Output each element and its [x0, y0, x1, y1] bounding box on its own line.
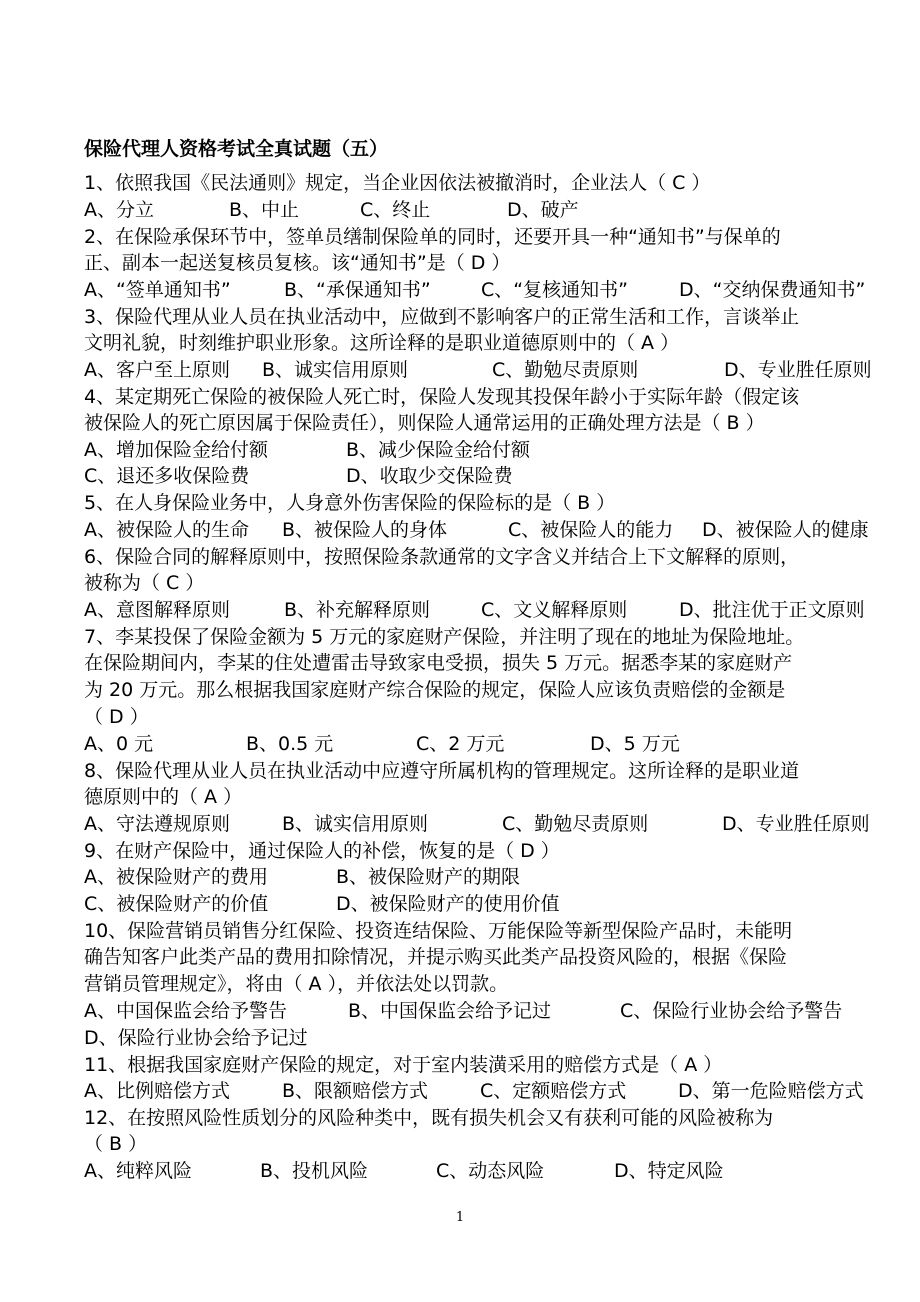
question-10-text: 10、保险营销员销售分红保险、投资连结保险、万能保险等新型保险产品时，未能明: [84, 920, 793, 942]
option: B、投机风险: [260, 1160, 369, 1182]
option: D、收取少交保险费: [346, 465, 513, 487]
option: A、分立: [84, 199, 154, 221]
question-6-text: 6、保险合同的解释原则中，按照保险条款通常的文字含义并结合上下文解释的原则，: [84, 546, 800, 568]
option: D、被保险财产的使用价值: [336, 893, 560, 915]
question-10-text-cont1: 确告知客户此类产品的费用扣除情况，并提示购买此类产品投资风险的，根据《保险: [84, 946, 788, 968]
question-4-text: 4、某定期死亡保险的被保险人死亡时，保险人发现其投保年龄小于实际年龄（假定该: [84, 386, 800, 408]
option: A、增加保险金给付额: [84, 439, 268, 461]
question-10-text-cont2: 营销员管理规定》，将由（ A ），并依法处以罚款。: [84, 973, 509, 995]
option: D、专业胜任原则: [724, 359, 872, 381]
option: D、保险行业协会给予记过: [84, 1027, 308, 1049]
question-7-text-cont1: 在保险期间内，李某的住处遭雷击导致家电受损，损失 5 万元。据悉李某的家庭财产: [84, 652, 793, 674]
option: B、诚实信用原则: [282, 813, 429, 835]
page-number: 1: [455, 1210, 465, 1225]
option: D、5 万元: [590, 733, 680, 755]
question-5-text: 5、在人身保险业务中，人身意外伤害保险的保险标的是（ B ）: [84, 492, 616, 514]
question-1-text: 1、依照我国《民法通则》规定，当企业因依法被撤消时，企业法人（ C ）: [84, 172, 711, 194]
option: B、被保险人的身体: [282, 519, 448, 541]
option: D、专业胜任原则: [722, 813, 870, 835]
option: D、特定风险: [614, 1160, 724, 1182]
option: C、被保险人的能力: [508, 519, 674, 541]
option: B、中止: [229, 199, 300, 221]
option: C、保险行业协会给予警告: [620, 1000, 843, 1022]
question-7-text-cont2: 为 20 万元。那么根据我国家庭财产综合保险的规定，保险人应该负责赔偿的金额是: [84, 679, 786, 701]
question-7-text-cont3: （ D ）: [84, 706, 149, 728]
question-11-text: 11、根据我国家庭财产保险的规定，对于室内装潢采用的赔偿方式是（ A ）: [84, 1054, 723, 1076]
question-7-text: 7、李某投保了保险金额为 5 万元的家庭财产保险，并注明了现在的地址为保险地址。: [84, 626, 805, 648]
option: B、中国保监会给予记过: [348, 1000, 552, 1022]
option: C、终止: [360, 199, 431, 221]
option: B、补充解释原则: [284, 599, 431, 621]
question-6-text-cont: 被称为（ C ）: [84, 572, 205, 594]
option: B、限额赔偿方式: [282, 1080, 429, 1102]
question-3-text: 3、保险代理从业人员在执业活动中，应做到不影响客户的正常生活和工作，言谈举止: [84, 306, 800, 328]
option: B、被保险财产的期限: [336, 866, 521, 888]
question-4-text-cont: 被保险人的死亡原因属于保险责任），则保险人通常运用的正确处理方法是（ B ）: [84, 412, 765, 434]
option: A、比例赔偿方式: [84, 1080, 230, 1102]
option: B、“承保通知书”: [284, 279, 431, 301]
question-8-text-cont: 德原则中的（ A ）: [84, 786, 243, 808]
option: B、减少保险金给付额: [346, 439, 531, 461]
option: A、0 元: [84, 733, 154, 755]
option: C、2 万元: [416, 733, 505, 755]
question-12-text: 12、在按照风险性质划分的风险种类中，既有损失机会又有获利可能的风险被称为: [84, 1107, 774, 1129]
option: A、“签单通知书”: [84, 279, 231, 301]
question-3-text-cont: 文明礼貌，时刻维护职业形象。这所诠释的是职业道德原则中的（ A ）: [84, 332, 680, 354]
question-2-text: 2、在保险承保环节中，签单员缮制保险单的同时，还要开具一种“通知书”与保单的: [84, 226, 781, 248]
option: C、定额赔偿方式: [480, 1080, 627, 1102]
option: A、守法遵规原则: [84, 813, 230, 835]
option: B、诚实信用原则: [262, 359, 409, 381]
option: A、被保险人的生命: [84, 519, 249, 541]
question-12-text-cont: （ B ）: [84, 1133, 148, 1155]
option: C、动态风险: [436, 1160, 545, 1182]
option: D、破产: [507, 199, 579, 221]
option: D、“交纳保费通知书”: [679, 279, 866, 301]
option: C、勤勉尽责原则: [502, 813, 649, 835]
option: C、退还多收保险费: [84, 465, 250, 487]
option: A、被保险财产的费用: [84, 866, 268, 888]
option: C、勤勉尽责原则: [492, 359, 639, 381]
option: A、意图解释原则: [84, 599, 230, 621]
option: C、“复核通知书”: [481, 279, 628, 301]
document-title: 保险代理人资格考试全真试题（五）: [84, 138, 389, 160]
option: D、批注优于正文原则: [679, 599, 865, 621]
option: A、纯粹风险: [84, 1160, 192, 1182]
option: C、文义解释原则: [481, 599, 628, 621]
question-8-text: 8、保险代理从业人员在执业活动中应遵守所属机构的管理规定。这所诠释的是职业道: [84, 760, 800, 782]
option: C、被保险财产的价值: [84, 893, 269, 915]
option: D、第一危险赔偿方式: [678, 1080, 864, 1102]
option: A、中国保监会给予警告: [84, 1000, 287, 1022]
option: D、被保险人的健康: [702, 519, 869, 541]
question-9-text: 9、在财产保险中，通过保险人的补偿，恢复的是（ D ）: [84, 840, 560, 862]
option: A、客户至上原则: [84, 359, 230, 381]
question-2-text-cont: 正、副本一起送复核员复核。该“通知书”是（ D ）: [84, 252, 511, 274]
option: B、0.5 元: [246, 733, 334, 755]
